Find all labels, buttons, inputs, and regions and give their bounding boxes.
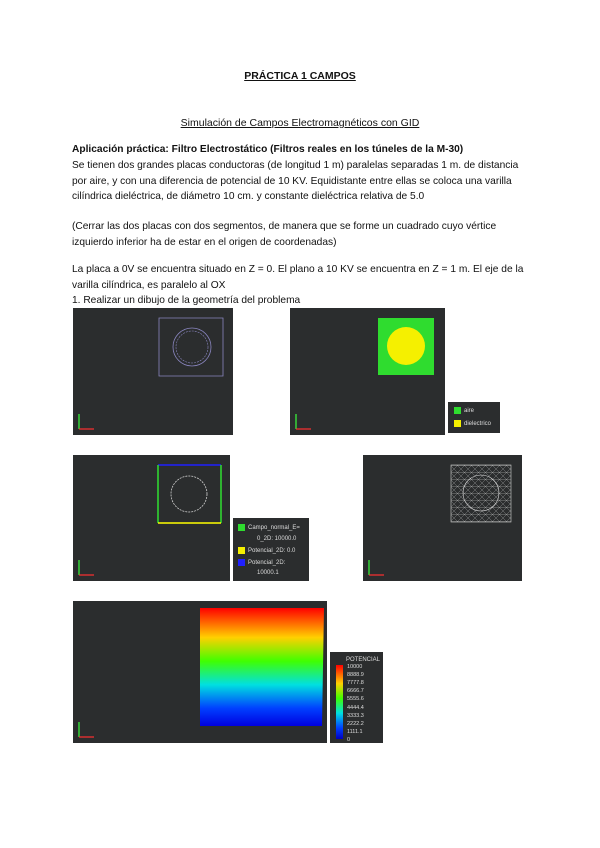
dielectric-swatch: [454, 420, 461, 427]
paragraph-instruction: (Cerrar las dos placas con dos segmentos, de manera que se forme un cuadrado cuyo vértice izquierdo inferior ha de estar en el origen de coordenadas): [72, 221, 497, 248]
mesh-view: [363, 455, 522, 581]
potential-field: [200, 608, 324, 726]
condition-swatch-high: [238, 559, 245, 566]
potential-colorbar: [330, 652, 383, 743]
colorbar-tick-label: 3333.3: [347, 712, 364, 719]
page-subtitle: Simulación de Campos Electromagnéticos con GID: [180, 117, 420, 129]
colorbar-tick-label: 7777.8: [347, 680, 364, 687]
page-title: PRÁCTICA 1 CAMPOS: [244, 70, 356, 82]
colorbar-tick-label: 2222.2: [347, 720, 364, 727]
colorbar-title: POTENCIAL: [346, 657, 381, 663]
colorbar-tick-label: 4444.4: [347, 704, 364, 711]
conditions-view: [73, 455, 230, 581]
paragraph-boundary: La placa a 0V se encuentra situado en Z = 0. El plano a 10 KV se encuentra en Z = 1 m. El eje de la varilla cilíndrica, es paralelo al OX: [72, 264, 524, 291]
axes-icon: [76, 410, 98, 432]
air-label: aire: [464, 408, 475, 415]
condition-label-high: Potencial_2D:: [248, 560, 286, 567]
dielectric-label: dielectrico: [464, 421, 492, 428]
geometry-view: [73, 308, 233, 435]
condition-label-zero: Potencial_2D: 0.0: [248, 548, 296, 555]
conditions-legend: [233, 518, 309, 581]
axes-icon: [366, 556, 388, 578]
condition-label-field: Campo_normal_E=: [248, 525, 300, 532]
colorbar-tick-label: 1111.1: [347, 728, 363, 735]
condition-swatch-zero: [238, 547, 245, 554]
paragraph-task: 1. Realizar un dibujo de la geometría del problema: [72, 295, 301, 306]
colorbar-tick-label: 10000: [347, 664, 363, 670]
paragraph-problem: Se tienen dos grandes placas conductoras (de longitud 1 m) paralelas separadas 1 m. de distancia por aire, y con una diferencia de potencial de 10 KV. Equidistante entre ellas se coloca una varilla cilíndrica dieléctrica, de diámetro 10 cm. y constante dieléctrica relativa de 5.0: [72, 160, 519, 202]
materials-legend: [448, 402, 500, 433]
axes-icon: [293, 410, 315, 432]
colorbar-tick-label: 8888.9: [347, 672, 364, 679]
air-swatch: [454, 407, 461, 414]
condition-label-field-value: 0_2D: 10000.0: [257, 536, 297, 542]
colorbar-tick-label: 0: [347, 736, 351, 743]
colorbar-tick-label: 6666.7: [347, 688, 364, 695]
potential-view: [73, 601, 327, 743]
section-heading: Aplicación práctica: Filtro Electrostático (Filtros reales en los túneles de la M-30): [72, 144, 464, 155]
condition-label-high-value: 10000.1: [257, 570, 279, 576]
materials-view: [290, 308, 445, 435]
axes-icon: [76, 718, 98, 740]
condition-swatch-field: [238, 524, 245, 531]
axes-icon: [76, 556, 98, 578]
colorbar-tick-label: 5555.6: [347, 696, 364, 703]
